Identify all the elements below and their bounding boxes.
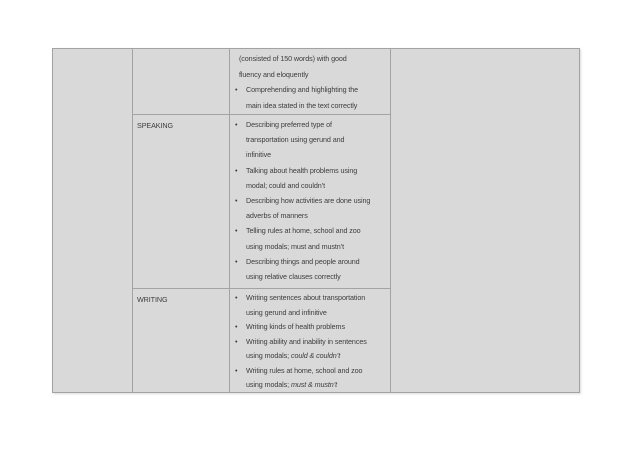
bullet-item <box>234 223 386 253</box>
text-line: Telling rules at home, school and zoo <box>246 226 361 236</box>
text-line: Writing sentences about transportation <box>246 293 366 302</box>
bullet-marker-icon: • <box>235 196 238 206</box>
skill-detail-cell <box>230 114 390 288</box>
text-line: infinitive <box>246 150 271 160</box>
bullet-marker-icon: • <box>235 226 238 236</box>
bullet-item <box>234 320 386 335</box>
text-line: (consisted of 150 words) with good <box>239 54 347 63</box>
text-line: Describing preferred type of <box>246 120 332 129</box>
bullet-item <box>234 254 386 284</box>
bullet-marker-icon: • <box>235 120 238 129</box>
text-line: fluency and eloquently <box>239 69 309 79</box>
bullet-item <box>234 291 386 320</box>
empty-right-column <box>390 49 579 392</box>
skill-detail-column <box>229 49 390 392</box>
empty-left-column <box>53 49 132 392</box>
text-line: using modals; must & mustn’t <box>246 380 338 389</box>
text-line: Writing ability and inability in sentences <box>246 336 367 346</box>
bullet-marker-icon: • <box>235 365 238 375</box>
text-line: Talking about health problems using <box>246 165 358 175</box>
skill-label: WRITING <box>137 295 168 304</box>
bullet-marker-icon: • <box>235 293 238 302</box>
bullet-item <box>234 193 386 223</box>
text-line: transportation using gerund and <box>246 135 345 145</box>
text-line: using modals; must and mustn’t <box>246 241 345 251</box>
text-line: modal; could and couldn’t <box>246 180 326 190</box>
text-line: using gerund and infinitive <box>246 307 327 317</box>
text-line: Describing things and people around <box>246 256 360 266</box>
text-line: Comprehending and highlighting the <box>246 85 359 94</box>
text-line: using modals; could & couldn’t <box>246 351 341 360</box>
text-line: Writing rules at home, school and zoo <box>246 365 363 375</box>
bullet-marker-icon: • <box>235 336 238 346</box>
continuation-text <box>234 51 386 82</box>
bullet-marker-icon: • <box>235 85 238 94</box>
skill-label: SPEAKING <box>137 121 173 130</box>
text-line: main idea stated in the text correctly <box>246 100 358 110</box>
text-line: Describing how activities are done using <box>246 196 371 206</box>
bullet-item <box>234 335 386 364</box>
bullet-item <box>234 163 386 193</box>
bullet-item <box>234 364 386 393</box>
skill-detail-cell <box>230 49 390 114</box>
text-line: adverbs of manners <box>246 211 308 221</box>
skill-detail-cell <box>230 288 390 392</box>
bullet-marker-icon: • <box>235 165 238 175</box>
bullet-item <box>234 82 386 113</box>
text-line: Writing kinds of health problems <box>246 322 345 331</box>
skill-label-column <box>132 49 229 392</box>
skill-label-cell <box>133 49 229 114</box>
skill-label-cell <box>133 114 229 288</box>
bullet-marker-icon: • <box>235 322 238 331</box>
text-line: using relative clauses correctly <box>246 272 341 282</box>
bullet-item <box>234 117 386 163</box>
skill-label-cell <box>133 288 229 392</box>
language-skills-table <box>52 48 580 393</box>
bullet-marker-icon: • <box>235 256 238 266</box>
